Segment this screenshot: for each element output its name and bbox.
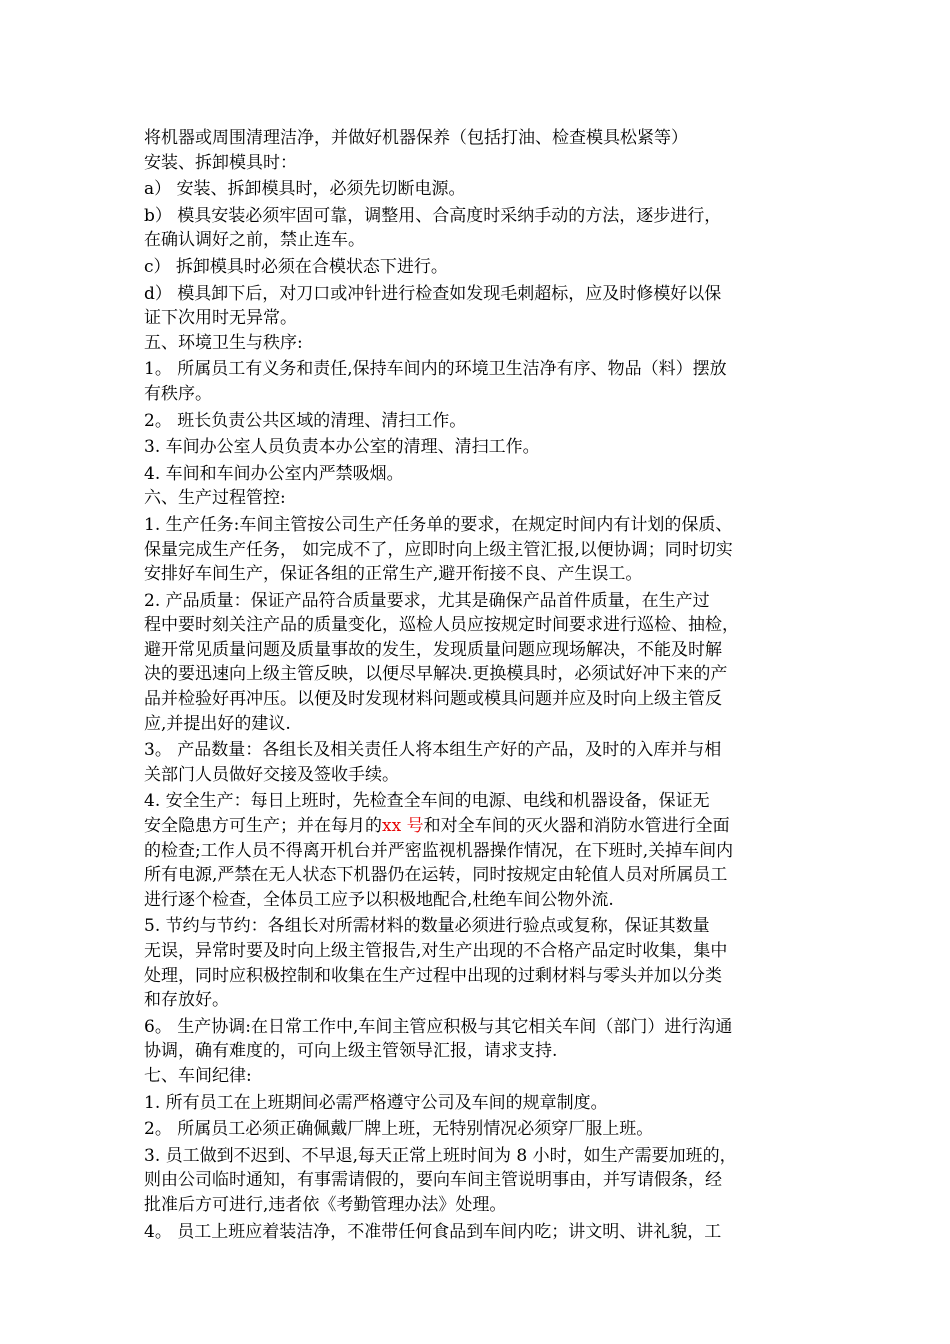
text-segment: 安全隐患方可生产；并在每月的 [144,816,382,837]
text-line: 3。 产品数量：各组长及相关责任人将本组生产好的产品，及时的入库并与相 [144,740,722,761]
text-line: 2. 产品质量：保证产品符合质量要求，尤其是确保产品首件质量，在生产过 [144,590,710,611]
text-line: 安装、拆卸模具时： [144,152,297,173]
text-line: 处理，同时应积极控制和收集在生产过程中出现的过剩材料与零头并加以分类 [144,965,722,986]
text-line: 4. 车间和车间办公室内严禁吸烟。 [144,463,404,484]
text-line: 2。 所属员工必须正确佩戴厂牌上班，无特别情况必须穿厂服上班。 [144,1119,654,1140]
text-line: 批准后方可进行,违者依《考勤管理办法》处理。 [144,1194,507,1215]
text-line: c） 拆卸模具时必须在合模状态下进行。 [144,256,448,277]
text-line: 3. 车间办公室人员负责本办公室的清理、清扫工作。 [144,437,540,458]
text-line: 关部门人员做好交接及签收手续。 [144,764,399,785]
text-line: b） 模具安装必须牢固可靠，调整用、合高度时采纳手动的方法，逐步进行， [144,205,722,226]
text-line: 2。 班长负责公共区域的清理、清扫工作。 [144,410,467,431]
section-heading: 五、环境卫生与秩序: [144,332,303,353]
text-line: 的检查;工作人员不得离开机台并严密监视机器操作情况，在下班时,关掉车间内 [144,840,734,861]
text-line: 4。 员工上班应着装洁净，不准带任何食品到车间内吃；讲文明、讲礼貌，工 [144,1221,722,1242]
text-line: 在确认调好之前，禁止连车。 [144,230,365,251]
section-heading: 六、生产过程管控: [144,488,286,509]
section-heading: 七、车间纪律: [144,1065,252,1086]
text-line: 有秩序。 [144,383,212,404]
text-line: 所有电源,严禁在无人状态下机器仍在运转，同时按规定由轮值人员对所属员工 [144,865,728,886]
text-line: 证下次用时无异常。 [144,308,297,329]
text-line: 保量完成生产任务， 如完成不了，应即时向上级主管汇报,以便协调；同时切实 [144,539,733,560]
text-line: 无误，异常时要及时向上级主管报告,对生产出现的不合格产品定时收集，集中 [144,941,728,961]
text-line: 品并检验好再冲压。以便及时发现材料问题或模具问题并应及时向上级主管反 [144,689,722,710]
text-line: 进行逐个检查，全体员工应予以积极地配合,杜绝车间公物外流. [144,889,614,910]
text-line: 决的要迅速向上级主管反映，以便尽早解决.更换模具时，必须试好冲下来的产 [144,664,728,685]
text-line: 和存放好。 [144,990,229,1011]
text-line-with-highlight [144,814,814,839]
text-line: 1. 生产任务:车间主管按公司生产任务单的要求，在规定时间内有计划的保质、 [144,514,733,535]
text-line: 程中要时刻关注产品的质量变化，巡检人员应按规定时间要求进行巡检、抽检， [144,615,739,636]
text-line: 避开常见质量问题及质量事故的发生，发现质量问题应现场解决，不能及时解 [144,639,722,660]
text-line: 安排好车间生产，保证各组的正常生产,避开衔接不良、产生误工。 [144,564,643,585]
text-line: 6。 生产协调:在日常工作中,车间主管应积极与其它相关车间（部门）进行沟通 [144,1016,733,1037]
text-segment: 和对全车间的灭火器和消防水管进行全面 [423,816,730,837]
highlighted-date-placeholder: xx 号 [382,816,424,837]
text-line: a） 安装、拆卸模具时，必须先切断电源。 [144,179,466,200]
text-line: 协调，确有难度的，可向上级主管领导汇报，请求支持. [144,1041,558,1062]
text-line: 1。 所属员工有义务和责任,保持车间内的环境卫生洁净有序、物品（料）摆放 [144,359,727,380]
text-line: 5. 节约与节约：各组长对所需材料的数量必须进行验点或复称，保证其数量 [144,916,710,937]
text-line: 1. 所有员工在上班期间必需严格遵守公司及车间的规章制度。 [144,1092,608,1113]
text-line: d） 模具卸下后，对刀口或冲针进行检查如发现毛刺超标，应及时修模好以保 [144,283,722,304]
text-line: 3. 员工做到不迟到、不早退,每天正常上班时间为 8 小时，如生产需要加班的， [144,1145,737,1166]
text-line: 4. 安全生产：每日上班时，先检查全车间的电源、电线和机器设备，保证无 [144,791,710,812]
document-body [144,126,814,1244]
text-line: 应,并提出好的建议. [144,713,291,734]
text-line: 则由公司临时通知，有事需请假的，要向车间主管说明事由，并写请假条，经 [144,1170,722,1191]
text-line: 将机器或周围清理洁净，并做好机器保养（包括打油、检查模具松紧等） [144,128,688,148]
